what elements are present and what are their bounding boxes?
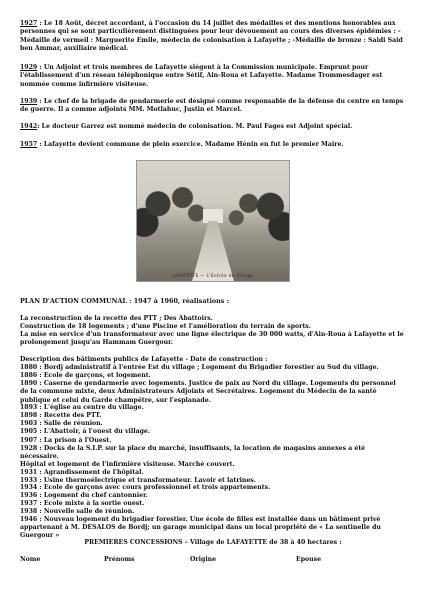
year-label: 1929 — [20, 64, 38, 71]
column-prenoms: Prénoms — [104, 556, 135, 563]
paragraph-text: : Le docteur Garrez est nommé médecin de colonisation. M. Paul Fages est Adjoint spécial. — [37, 123, 353, 130]
desc-item: 1905 : L'Abattoir, à l'ouest du village. — [20, 428, 151, 435]
desc-item: 1898 : Recette des PTT. — [20, 412, 102, 419]
concessions-title: PREMIERES CONCESSIONS – Village de LAFAYETTE de 38 à 40 hectares : — [84, 539, 342, 546]
plan-title: PLAN D'ACTION COMMUNAL : 1947 à 1960, réalisations : — [20, 297, 229, 305]
year-label: 1927 — [20, 20, 38, 27]
desc-item: 1928 : Docks de la S.I.P. sur la place du marché, insuffisants, la location de magasins annexes a été nécessaire. — [20, 444, 366, 460]
column-origine: Origine — [190, 556, 217, 563]
paragraph-text: : Le chef de la brigade de gendarmerie est désigné comme responsable de la défense du centre en temps de guerre. Il a comme adjoints MM. Motlahuc, Justin et Marcel. — [20, 98, 404, 114]
desc-item: 1936 : Logement du chef cantonnier. — [20, 492, 148, 500]
desc-item: 1934 : Ecole de garçons avec cours professionnel et trois appartements. — [20, 484, 271, 492]
desc-item: 1903 : Salle de réunion. — [20, 420, 103, 427]
paragraph-1957 — [20, 141, 406, 149]
paragraph-1929 — [20, 64, 406, 89]
trees-right — [227, 183, 289, 241]
column-epouse: Epouse — [296, 556, 322, 563]
paragraph-1927 — [20, 20, 406, 53]
desc-item: 1880 : Bordj administratif à l'entrée Est du village ; Logement du Brigadier forestier au Sud du village. — [20, 364, 379, 371]
year-label: 1957 — [20, 141, 38, 148]
desc-list — [20, 437, 406, 540]
paragraph-1942 — [20, 123, 406, 131]
paragraph-1939 — [20, 98, 406, 115]
desc-item: 1938 : Nouvelle salle de réunion. — [20, 508, 135, 516]
trees-left — [137, 179, 207, 241]
desc-item: 1907 : La prison à l'Ouest. — [20, 437, 112, 444]
plan-line: Construction de 18 logements ; d'une Piscine et l'amélioration du terrain de sports. — [20, 323, 311, 330]
plan-line: La mise en service d'un transformateur avec une ligne électrique de 30 000 watts, d'Ain-Roua à Lafayette et le prolongement jusqu'au Hammam Guergour. — [20, 331, 404, 347]
column-nome: Nome — [20, 556, 41, 563]
photo-caption: LAFAYETTE — L'Entrée du Village — [172, 273, 254, 278]
historic-photo — [136, 160, 290, 282]
plan-line: La reconstruction de la recette des PTT ; Des Abattoirs. — [20, 315, 213, 322]
desc-item: 1886 : Ecole de garçons, et logement. — [20, 372, 151, 379]
paragraph-text: : Le 18 Août, décret accordant, à l'occasion du 14 juillet des médailles et des mentions honorables aux personnes qui se sont particulièrement distinguées pour leur dévouement au cours des diverses épidémies : -Médaille de vermeil : Marguerite Emile, médecin de colonisation à Lafayette ; -Médaille de bronze : Saidi Said ben Ammar, auxiliaire médical. — [20, 20, 403, 52]
desc-item: 1937 : Ecole mixte à la sortie ouest. — [20, 500, 145, 508]
paragraph-text: : Un Adjoint et trois membres de Lafayette siègent à la Commission municipale. Emprunt pour l'établissement d'un réseau téléphonique entre Sétif, Ain-Roua et Lafayette. Madame Trommesdager est nommée comme infirmière visiteuse. — [20, 64, 383, 88]
desc-item: Hôpital et logement de l'infirmière visiteuse. Marché couvert. — [20, 460, 235, 468]
year-label: 1939 — [20, 98, 38, 105]
paragraph-text: : Lafayette devient commune de plein exercice. Madame Hénin en fut le premier Maire. — [37, 141, 344, 148]
year-label: 1942 — [20, 123, 38, 130]
desc-item: 1890 : Caserne de gendarmerie avec logements. Justice de paix au Nord du village. Logements du personnel de la commune mixte, deux Administrateurs Adjoints et Secrétaires. Logement du Médecin de la santé publique et celui du Garde champêtre, sur l'esplanade. — [20, 380, 396, 404]
desc-item: 1931 : Agrandissement de l'hôpital. — [20, 468, 144, 476]
description-title: Description des bâtiments publics de Lafayette - Date de construction : — [20, 356, 268, 363]
distant-building — [203, 209, 223, 223]
desc-item: 1946 : Nouveau logement du brigadier forestier. Une école de filles est installée dans un bâtiment privé appartenant à M. DESALOS de Bordj; un garage municipal dans un local propriété de « La sentinelle du Guergour » — [20, 516, 381, 539]
desc-item: 1893 : L'église au centre du village. — [20, 404, 144, 411]
desc-item: 1933 : Usine thermoélectrique et transformateur. Lavoir et latrines. — [20, 476, 256, 484]
